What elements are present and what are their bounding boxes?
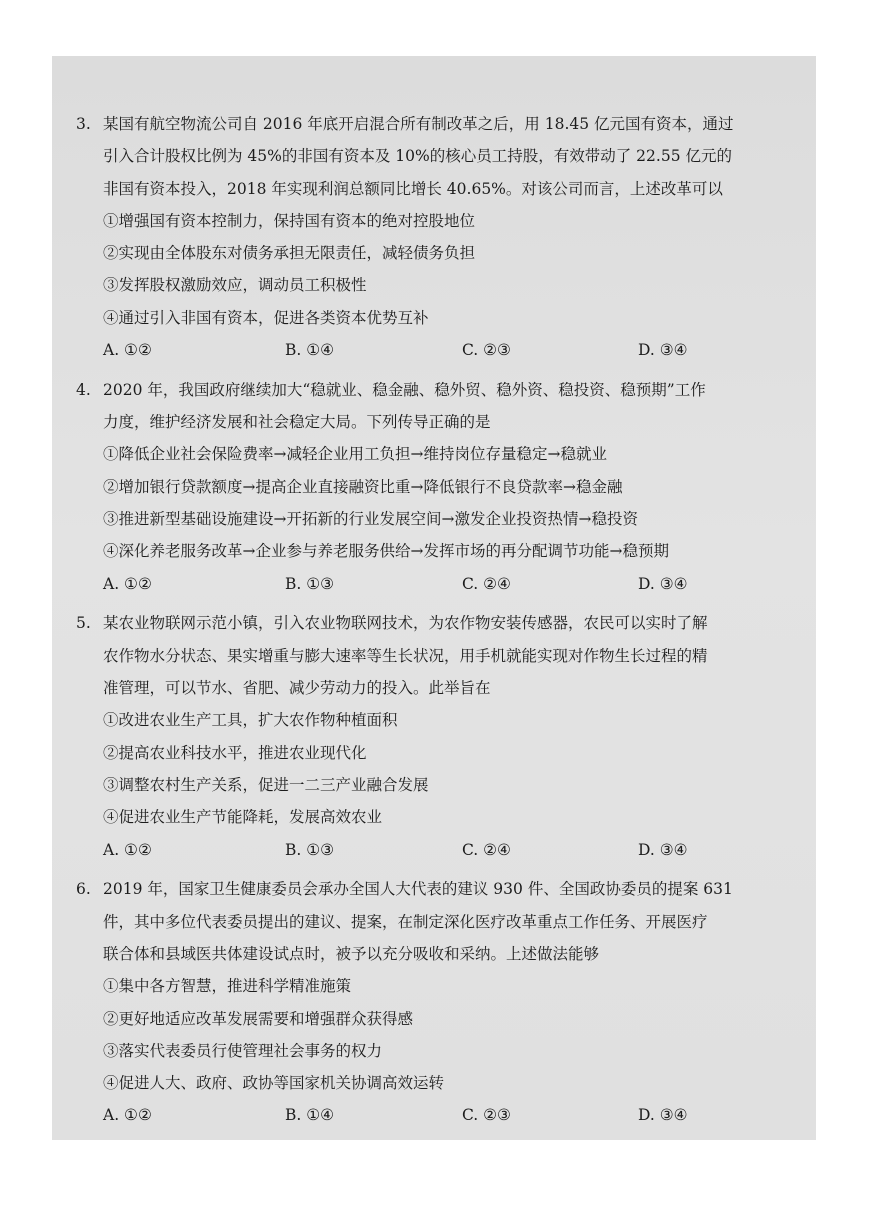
question-stem-line: 联合体和县域医共体建设试点时，被予以充分吸收和采纳。上述做法能够 [103, 944, 600, 963]
statement-item: ③调整农村生产关系，促进一二三产业融合发展 [103, 775, 429, 794]
option-d: D. ③④ [638, 1106, 688, 1125]
question-stem-line [76, 374, 794, 406]
statement-item: ①改进农业生产工具，扩大农作物种植面积 [103, 711, 398, 730]
question-stem-line [76, 108, 794, 140]
question-stem-text: 2020 年，我国政府继续加大“稳就业、稳金融、稳外贸、稳外资、稳投资、稳预期”工作 [103, 380, 706, 399]
question-number: 6. [76, 880, 91, 899]
statement-item: ②增加银行贷款额度→提高企业直接融资比重→降低银行不良贷款率→稳金融 [103, 477, 623, 496]
question-5 [76, 607, 794, 865]
question-stem-text: 2019 年，国家卫生健康委员会承办全国人大代表的建议 930 件、全国政协委员的提案 631 [103, 880, 733, 899]
question-6 [76, 873, 794, 1131]
question-number: 5. [76, 614, 91, 633]
statement-item: ④促进农业生产节能降耗，发展高效农业 [103, 808, 383, 827]
scanned-exam-page [52, 56, 816, 1140]
answer-options [76, 568, 794, 600]
option-b: B. ①③ [285, 840, 335, 859]
question-stem-line: 引入合计股权比例为 45%的非国有资本及 10%的核心员工持股，有效带动了 22.55 亿元的 [103, 147, 732, 166]
answer-options [76, 834, 794, 866]
option-a: A. ①② [103, 840, 152, 859]
statement-item: ③推进新型基础设施建设→开拓新的行业发展空间→激发企业投资热情→稳投资 [103, 510, 638, 529]
option-c: C. ②④ [462, 574, 511, 593]
statement-item: ④通过引入非国有资本，促进各类资本优势互补 [103, 308, 429, 327]
answer-options [76, 1099, 794, 1131]
statement-item: ②提高农业科技水平，推进农业现代化 [103, 743, 367, 762]
question-number: 3. [76, 115, 91, 133]
option-c: C. ②③ [462, 1106, 511, 1125]
question-4 [76, 374, 794, 600]
answer-options [76, 334, 794, 366]
option-d: D. ③④ [638, 341, 688, 360]
question-stem-line: 力度，维护经济发展和社会稳定大局。下列传导正确的是 [103, 413, 491, 432]
question-stem-text: 某国有航空物流公司自 2016 年底开启混合所有制改革之后，用 18.45 亿元国有资本，通过 [103, 115, 734, 133]
option-c: C. ②④ [462, 840, 511, 859]
option-b: B. ①④ [285, 1106, 335, 1125]
statement-item: ①降低企业社会保险费率→减轻企业用工负担→维持岗位存量稳定→稳就业 [103, 445, 607, 464]
question-stem-line: 件，其中多位代表委员提出的建议、提案，在制定深化医疗改革重点工作任务、开展医疗 [103, 912, 708, 931]
option-b: B. ①③ [285, 574, 335, 593]
question-stem-line: 准管理，可以节水、省肥、减少劳动力的投入。此举旨在 [103, 679, 491, 698]
statement-item: ④深化养老服务改革→企业参与养老服务供给→发挥市场的再分配调节功能→稳预期 [103, 542, 669, 561]
statement-item: ①集中各方智慧，推进科学精准施策 [103, 977, 352, 996]
question-stem-line [76, 607, 794, 639]
option-a: A. ①② [103, 341, 152, 360]
statement-item: ④促进人大、政府、政协等国家机关协调高效运转 [103, 1074, 445, 1093]
statement-item: ③落实代表委员行使管理社会事务的权力 [103, 1041, 383, 1060]
statement-item: ①增强国有资本控制力，保持国有资本的绝对控股地位 [103, 211, 476, 230]
question-stem-line [76, 873, 794, 905]
option-a: A. ①② [103, 574, 152, 593]
option-c: C. ②③ [462, 341, 511, 360]
statement-item: ②实现由全体股东对债务承担无限责任，减轻债务负担 [103, 244, 476, 263]
question-list [76, 108, 794, 1139]
statement-item: ②更好地适应改革发展需要和增强群众获得感 [103, 1009, 414, 1028]
question-stem-text: 某农业物联网示范小镇，引入农业物联网技术，为农作物安装传感器，农民可以实时了解 [103, 614, 708, 633]
option-b: B. ①④ [285, 341, 335, 360]
statement-item: ③发挥股权激励效应，调动员工积极性 [103, 276, 367, 295]
question-number: 4. [76, 380, 91, 399]
option-a: A. ①② [103, 1106, 152, 1125]
question-stem-line: 非国有资本投入，2018 年实现利润总额同比增长 40.65%。对该公司而言，上述改革可以 [103, 179, 723, 198]
question-3 [76, 108, 794, 366]
question-stem-line: 农作物水分状态、果实增重与膨大速率等生长状况，用手机就能实现对作物生长过程的精 [103, 646, 708, 665]
option-d: D. ③④ [638, 840, 688, 859]
option-d: D. ③④ [638, 574, 688, 593]
